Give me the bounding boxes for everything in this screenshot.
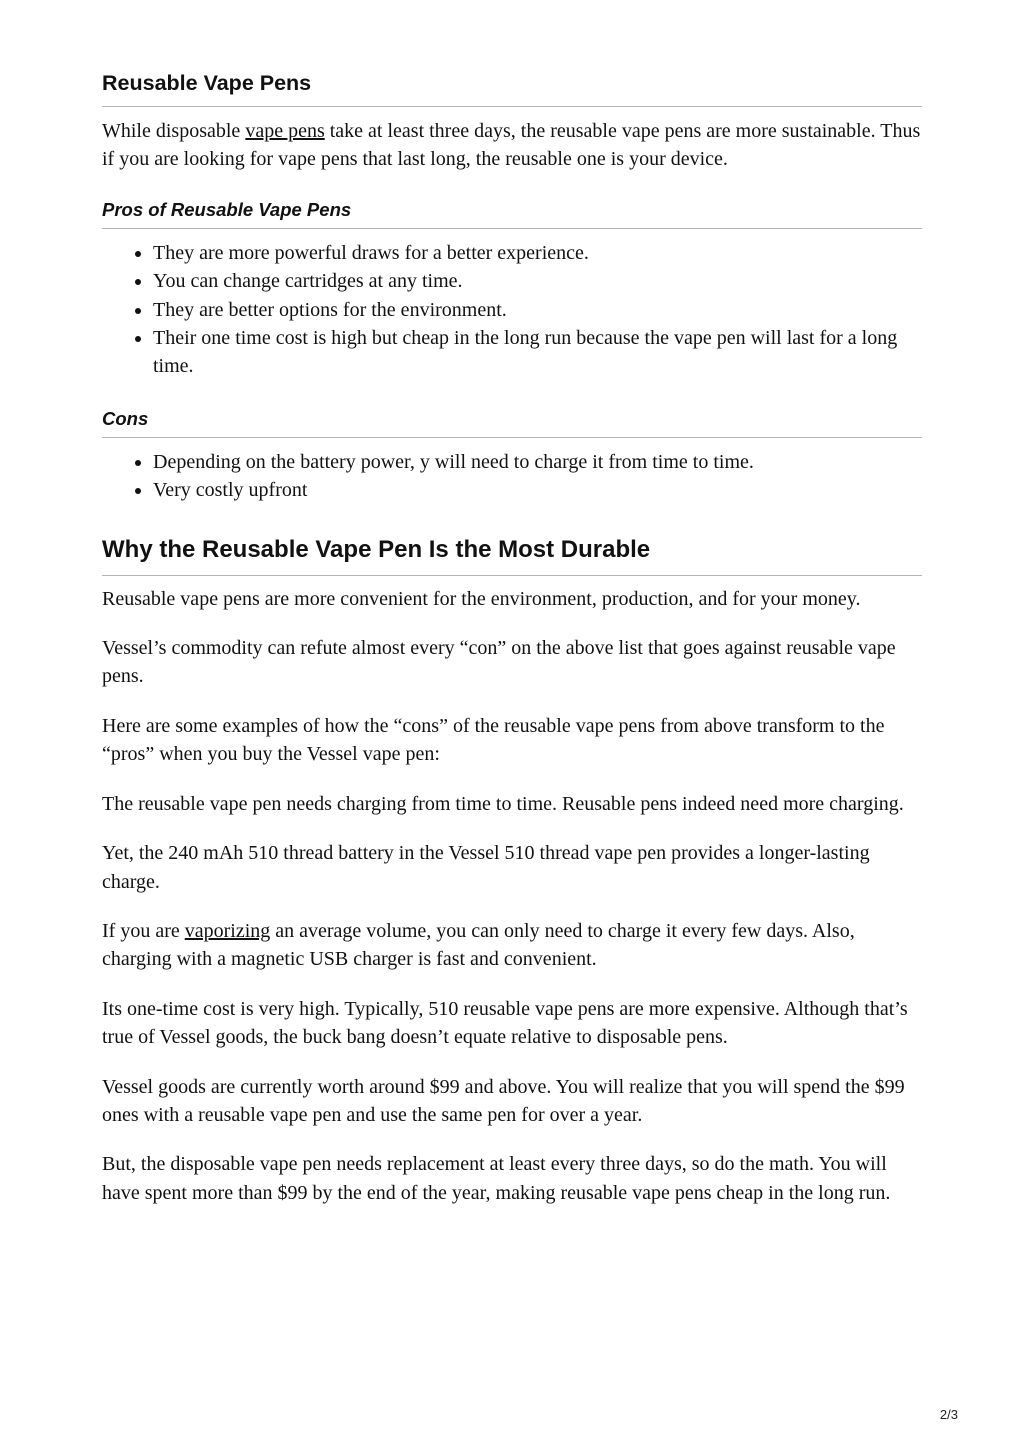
paragraph-battery: Yet, the 240 mAh 510 thread battery in the Vessel 510 thread vape pen provides a longer-lasting charge. [102,842,870,893]
intro-text-end: take at least three days, the reusable vape pens are more sustainable. Thus if you are looking for vape pens that last long, the reusable one is your device. [102,120,921,171]
list-item: • They are more powerful draws for a better experience. [153,239,922,267]
paragraph-refute-cons: Vessel’s commodity can refute almost every “con” on the above list that goes against reusable vape pens. [102,637,896,688]
paragraph-vaporizing [102,917,922,974]
section-heading-reusable-vape-pens: Reusable Vape Pens [102,68,922,107]
intro-paragraph [102,117,922,174]
section-heading-most-durable: Why the Reusable Vape Pen Is the Most Durable [102,533,922,576]
list-item: • Very costly upfront [153,476,922,504]
cons-list [102,448,922,505]
paragraph-charging-need: The reusable vape pen needs charging from time to time. Reusable pens indeed need more charging. [102,792,904,815]
vaporizing-text-start: If you are [102,919,185,942]
pros-heading: Pros of Reusable Vape Pens [102,197,922,229]
intro-text-start: While disposable [102,120,246,142]
cons-heading: Cons [102,406,922,438]
list-item: • You can change cartridges at any time. [153,267,922,295]
paragraph-price: Vessel goods are currently worth around $99 and above. You will realize that you will spend the $99 ones with a reusable vape pen and use the same pen for over a year. [102,1075,905,1126]
vaporizing-text-end: an average volume, you can only need to charge it every few days. Also, charging with a magnetic USB charger is fast and convenient. [102,919,855,971]
list-item: • Depending on the battery power, y will need to charge it from time to time. [153,448,922,476]
paragraph-do-the-math: But, the disposable vape pen needs replacement at least every three days, so do the math. You will have spent more than $99 by the end of the year, making reusable vape pens cheap in the long run. [102,1153,891,1204]
paragraph-convenient: Reusable vape pens are more convenient for the environment, production, and for your money. [102,587,861,610]
vaporizing-link[interactable]: vaporizing [184,919,271,942]
page-number: 2/3 [939,1407,958,1422]
list-item: • They are better options for the environment. [153,296,922,324]
pros-list [102,239,922,381]
list-item: • Their one time cost is high but cheap in the long run because the vape pen will last for a long time. [153,324,922,381]
document-page [102,68,922,1207]
paragraph-one-time-cost: Its one-time cost is very high. Typically, 510 reusable vape pens are more expensive. Although that’s true of Vessel goods, the buck bang doesn’t equate relative to disposable pens. [102,997,908,1049]
vape-pens-link[interactable]: vape pens [245,120,325,142]
paragraph-examples: Here are some examples of how the “cons” of the reusable vape pens from above transform to the “pros” when you buy the Vessel vape pen: [102,714,885,766]
